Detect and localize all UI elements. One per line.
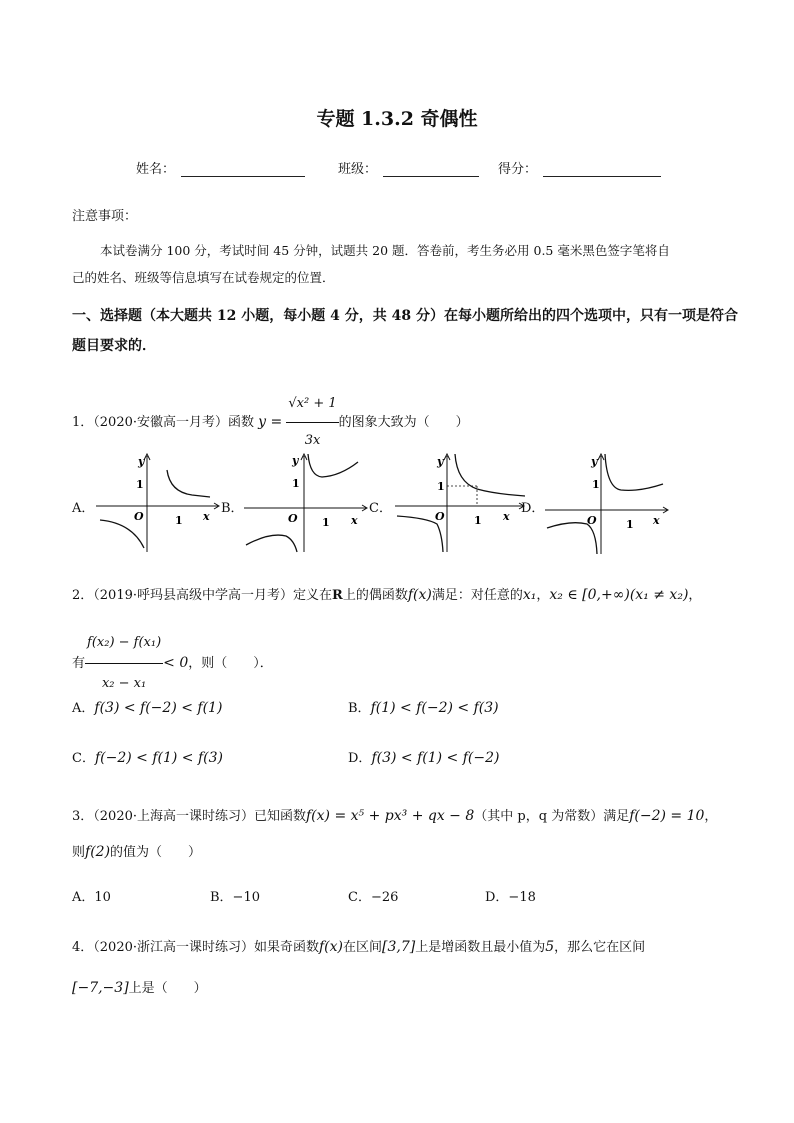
x-label: x <box>653 514 660 527</box>
q3-option-c[interactable]: C．−26 <box>348 890 399 905</box>
origin-label: O <box>134 510 144 523</box>
q2-option-b-label: B． <box>348 701 371 716</box>
q2-stem-line1 <box>72 584 701 603</box>
q3-option-b[interactable]: B．−10 <box>210 890 260 905</box>
tick-y-1: 1 <box>292 477 300 490</box>
tick-x-1: 1 <box>626 518 634 531</box>
q2-prefix: 2．（2019·呼玛县高级中学高一月考）定义在 <box>72 588 332 603</box>
notice-heading: 注意事项： <box>72 209 138 224</box>
page-title: 专题 1.3.2 奇偶性 <box>316 108 478 130</box>
q3-stem-line2 <box>72 841 201 860</box>
q1-suffix: 的图象大致为（ ） <box>338 415 469 430</box>
q3-option-a[interactable]: A．10 <box>72 890 111 905</box>
q1-graph-a <box>92 448 222 554</box>
curve-right <box>308 454 358 477</box>
q2-option-a-text: f(3) < f(−2) < f(1) <box>94 700 223 716</box>
score-blank[interactable] <box>543 162 661 177</box>
q2-condition: x₂ ∈ [0,+∞)(x₁ ≠ x₂) <box>549 587 689 603</box>
q4-mid3: ，那么它在区间 <box>554 940 646 955</box>
q2-option-c[interactable] <box>72 747 223 766</box>
q2-option-c-label: C． <box>72 751 95 766</box>
q2-comma: ， <box>536 588 550 603</box>
q2-frac-denominator: x₂ − x₁ <box>101 676 147 691</box>
q2-option-d-text: f(3) < f(1) < f(−2) <box>371 750 500 766</box>
curve-left <box>547 523 597 554</box>
q1-graph-c <box>391 448 527 554</box>
q2-end: ， <box>688 588 702 603</box>
q2-stem-line2 <box>72 623 273 704</box>
q2-option-a-label: A． <box>72 701 95 716</box>
notice-line2: 己的姓名、班级等信息填写在试卷规定的位置． <box>72 270 335 285</box>
q2-mid: 上的偶函数 <box>342 588 408 603</box>
q1-func-lhs: y = <box>258 414 283 430</box>
q3-option-d[interactable]: D．−18 <box>485 890 536 905</box>
q2-rest: 满足：对任意的 <box>431 588 523 603</box>
q2-option-a[interactable] <box>72 697 222 716</box>
x-label: x <box>203 510 210 523</box>
q3-stem-line1 <box>72 805 717 824</box>
q2-option-d-label: D． <box>348 751 372 766</box>
name-blank[interactable] <box>181 162 305 177</box>
q2-inequality: < 0 <box>163 655 189 671</box>
q3-line2-suffix: 的值为（ ） <box>110 845 202 860</box>
y-label: y <box>138 455 145 468</box>
curve-right <box>167 470 210 497</box>
q1-option-a[interactable]: A． <box>72 501 95 516</box>
q3-prefix: 3．（2020·上海高一课时练习）已知函数 <box>72 809 306 824</box>
q2-frac-numerator: f(x₂) − f(x₁) <box>85 623 163 664</box>
name-label: 姓名： <box>136 162 176 177</box>
q3-condition: f(−2) = 10 <box>629 808 705 824</box>
q2-line2-prefix: 有 <box>72 656 86 671</box>
x-label: x <box>503 510 510 523</box>
q4-min: 5 <box>545 939 555 955</box>
tick-x-1: 1 <box>474 514 482 527</box>
q4-line2-suffix: 上是（ ） <box>128 981 207 996</box>
origin-label: O <box>435 510 445 523</box>
curve-right <box>605 454 663 490</box>
score-field[interactable] <box>498 158 661 177</box>
q4-interval1: [3,7] <box>382 939 416 955</box>
q4-fx: f(x) <box>319 939 344 955</box>
curve-right <box>455 454 525 496</box>
origin-label: O <box>587 514 597 527</box>
class-field[interactable] <box>338 158 479 177</box>
y-label: y <box>591 455 598 468</box>
q4-mid2: 上是增函数且最小值为 <box>415 940 546 955</box>
q1-graph-d <box>541 448 671 554</box>
q2-fraction <box>85 623 163 704</box>
q1-graph-b <box>240 448 370 554</box>
q3-line2-prefix: 则 <box>72 845 86 860</box>
tick-y-1: 1 <box>437 480 445 493</box>
q4-prefix: 4．（2020·浙江高一课时练习）如果奇函数 <box>72 940 319 955</box>
class-label: 班级： <box>338 162 378 177</box>
q1-prefix: 1．（2020·安徽高一月考）函数 <box>72 415 254 430</box>
curve-left <box>246 535 297 552</box>
q2-option-d[interactable] <box>348 747 499 766</box>
q2-set-r: R <box>332 588 343 603</box>
q2-option-c-text: f(−2) < f(1) < f(3) <box>94 750 223 766</box>
q2-line2-suffix: ，则（ ）． <box>188 656 273 671</box>
q2-option-b[interactable] <box>348 697 499 716</box>
q1-option-d[interactable]: D． <box>521 501 545 516</box>
q4-interval2: [−7,−3] <box>72 980 129 996</box>
q1-option-b[interactable]: B． <box>221 501 244 516</box>
x-label: x <box>351 514 358 527</box>
class-blank[interactable] <box>383 162 479 177</box>
tick-y-1: 1 <box>136 478 144 491</box>
notice-line1: 本试卷满分 100 分，考试时间 45 分钟，试题共 20 题．答卷前，考生务必用 0.5 毫米黑色签字笔将自 <box>100 243 670 258</box>
q4-stem-line1 <box>72 936 645 955</box>
q3-mid: （其中 p，q 为常数）满足 <box>474 809 630 824</box>
tick-x-1: 1 <box>175 514 183 527</box>
y-label: y <box>292 454 299 467</box>
q4-mid1: 在区间 <box>343 940 383 955</box>
origin-label: O <box>288 512 298 525</box>
q4-stem-line2 <box>72 977 207 996</box>
tick-y-1: 1 <box>592 478 600 491</box>
q1-denominator: 3x <box>304 433 321 448</box>
score-label: 得分： <box>498 162 538 177</box>
y-label: y <box>437 455 444 468</box>
q3-func: f(x) = x⁵ + px³ + qx − 8 <box>306 808 475 824</box>
q3-end: ， <box>704 809 718 824</box>
q3-f2: f(2) <box>85 844 111 860</box>
q2-x1: x₁ <box>522 587 537 603</box>
q1-option-c[interactable]: C． <box>369 501 392 516</box>
curve-left <box>100 520 144 548</box>
tick-x-1: 1 <box>322 516 330 529</box>
q2-fx: f(x) <box>407 587 432 603</box>
section-heading-line1: 一、选择题（本大题共 12 小题，每小题 4 分，共 48 分）在每小题所给出的四个选项中，只有一项是符合 <box>72 308 738 324</box>
q1-numerator: √x² + 1 <box>286 386 338 423</box>
section-heading-line2: 题目要求的． <box>72 338 156 354</box>
name-field[interactable] <box>136 158 305 177</box>
q2-option-b-text: f(1) < f(−2) < f(3) <box>370 700 499 716</box>
